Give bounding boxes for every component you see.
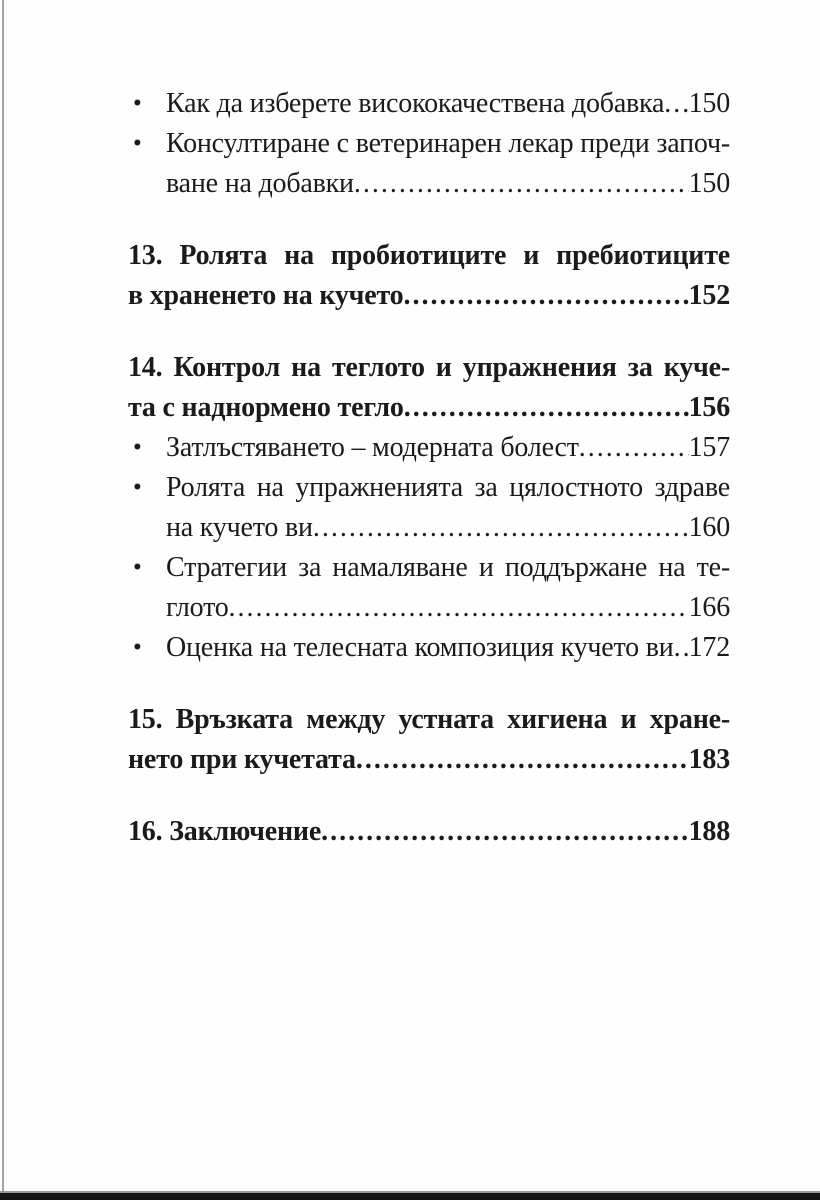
page-number: 160 xyxy=(688,512,730,543)
page-number: 188 xyxy=(688,816,730,847)
toc-bullet-entry xyxy=(128,84,730,124)
dot-leader xyxy=(404,388,689,428)
toc-entry-text: Как да изберете висококачествена добавка xyxy=(166,88,665,119)
toc-entry-text: глото xyxy=(166,592,229,623)
page-number: 157 xyxy=(688,432,730,463)
toc-chapter-entry xyxy=(128,348,730,428)
toc-bullet-entry xyxy=(128,124,730,204)
toc-entry-text: 14. Контрол на теглото и упражнения за куче- xyxy=(128,352,730,383)
toc-chapter-entry xyxy=(128,236,730,316)
toc-bullet-entry xyxy=(128,428,730,468)
toc-entry-text: та с наднормено тегло xyxy=(128,392,404,423)
toc-line xyxy=(128,812,730,852)
toc-line xyxy=(166,84,730,124)
dot-leader xyxy=(356,740,689,780)
toc-chapter-entry xyxy=(128,812,730,852)
dot-leader xyxy=(313,508,689,548)
page-number: 150 xyxy=(688,88,730,119)
dot-leader xyxy=(674,628,689,668)
toc-entry-text: 13. Ролята на пробиотиците и пребиотиците xyxy=(128,240,730,271)
page-number: 166 xyxy=(688,592,730,623)
bullet-icon: • xyxy=(133,90,142,117)
dot-leader xyxy=(579,428,689,468)
scan-bottom-bar xyxy=(0,1191,820,1200)
scan-left-edge-line xyxy=(2,0,4,1200)
toc-line xyxy=(128,276,730,316)
dot-leader xyxy=(321,812,689,852)
dot-leader xyxy=(403,276,688,316)
toc-line xyxy=(166,428,730,468)
bullet-icon: • xyxy=(133,634,142,661)
toc-entry-text: Консултиране с ветеринарен лекар преди започ- xyxy=(166,128,730,159)
toc-entry-text: Стратегии за намаляване и поддържане на те- xyxy=(166,552,730,583)
bullet-icon: • xyxy=(133,474,142,501)
toc-entry-text: Ролята на упражненията за цялостното здраве xyxy=(166,472,730,503)
toc xyxy=(128,84,730,852)
toc-bullet-entry xyxy=(128,468,730,548)
page-number: 152 xyxy=(688,280,730,311)
toc-line xyxy=(128,388,730,428)
dot-leader xyxy=(229,588,689,628)
page-number: 183 xyxy=(688,744,730,775)
toc-entry-text: Затлъстяването – модерната болест xyxy=(166,432,579,463)
dot-leader xyxy=(664,84,688,124)
toc-entry-text: ване на добавки xyxy=(166,168,354,199)
toc-bullet-entry xyxy=(128,628,730,668)
toc-entry-text: Оценка на телесната композиция кучето ви xyxy=(166,632,674,663)
toc-line xyxy=(166,588,730,628)
toc-bullet-entry xyxy=(128,548,730,628)
bullet-icon: • xyxy=(133,554,142,581)
toc-line xyxy=(166,164,730,204)
toc-entry-text: 16. Заключение xyxy=(128,816,322,847)
toc-entry-text: нето при кучетата xyxy=(128,744,356,775)
bullet-icon: • xyxy=(133,130,142,157)
bullet-icon: • xyxy=(133,434,142,461)
toc-entry-text: 15. Връзката между устната хигиена и хране- xyxy=(128,704,730,735)
toc-list xyxy=(128,84,730,852)
toc-entry-text: на кучето ви xyxy=(166,512,313,543)
page-number: 156 xyxy=(688,392,730,423)
toc-line xyxy=(128,740,730,780)
toc-entry-text: в храненето на кучето xyxy=(128,280,404,311)
toc-chapter-entry xyxy=(128,700,730,780)
toc-line xyxy=(166,508,730,548)
page-number: 172 xyxy=(688,632,730,663)
page-number: 150 xyxy=(688,168,730,199)
dot-leader xyxy=(354,164,689,204)
toc-line xyxy=(166,628,730,668)
